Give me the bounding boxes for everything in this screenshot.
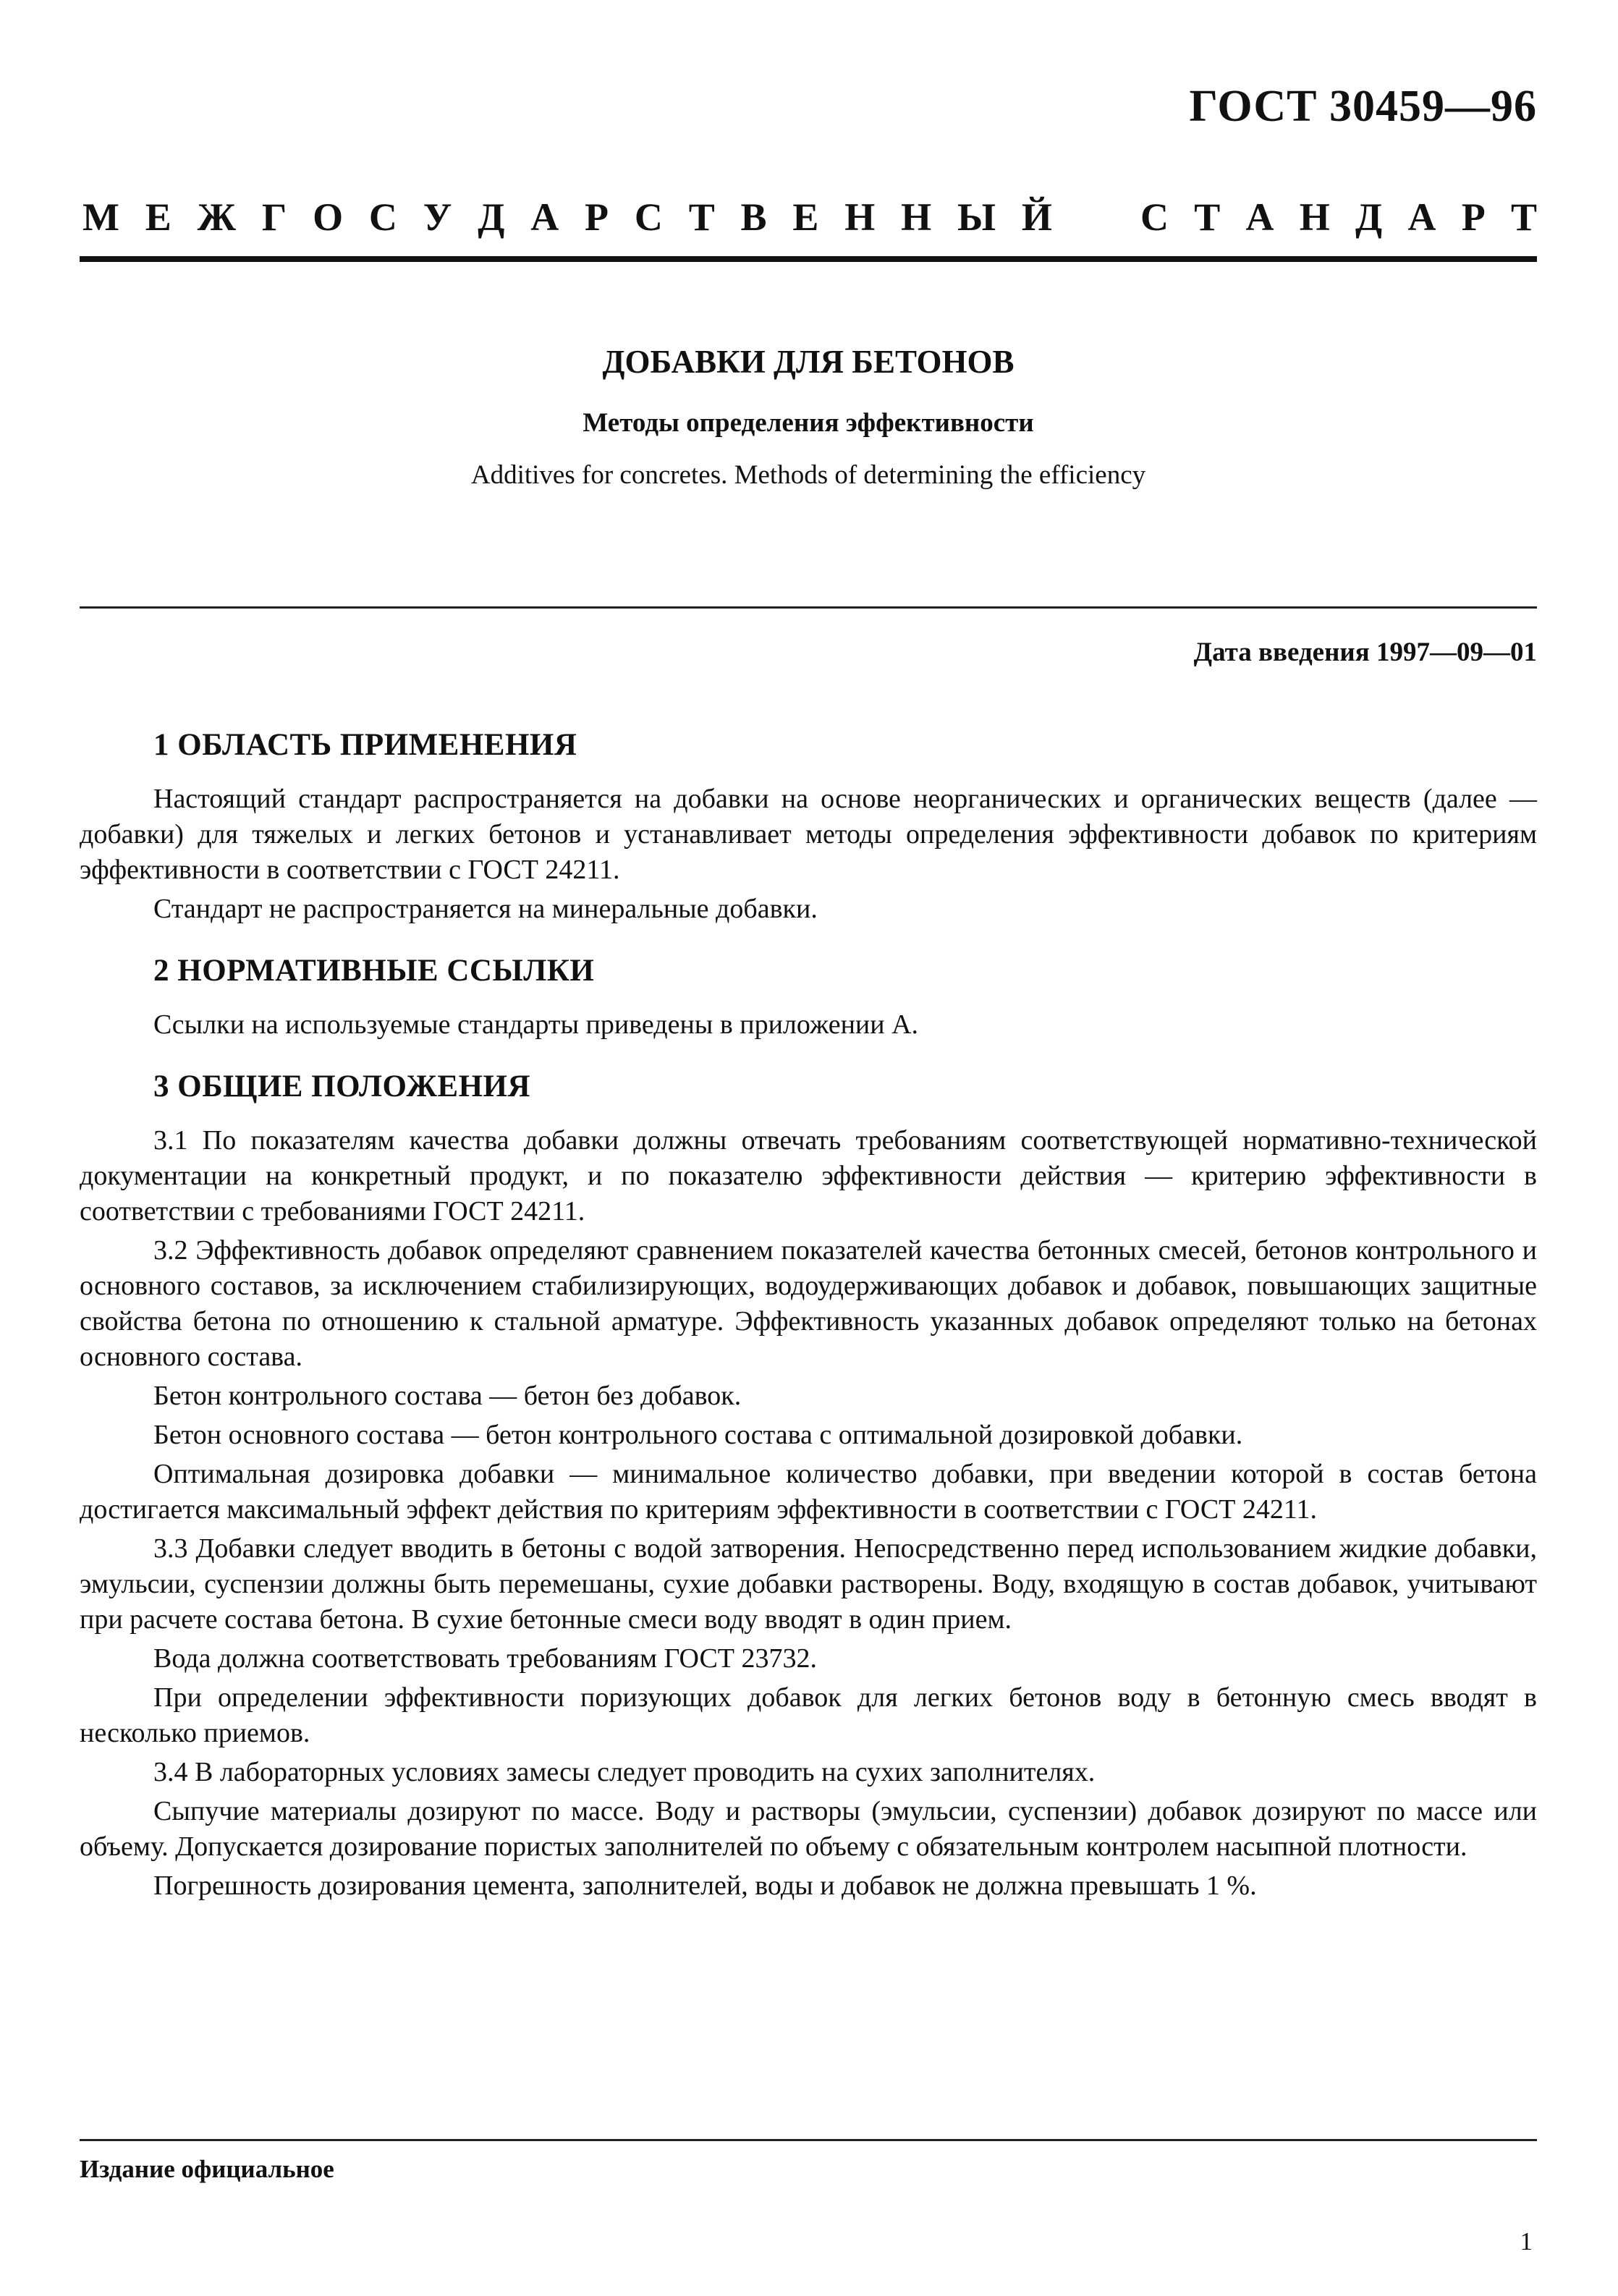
banner-letter: О [313,195,344,239]
section-heading: 2 НОРМАТИВНЫЕ ССЫЛКИ [153,954,595,988]
paragraph: Бетон основного состава — бетон контрольного состава с оптимальной дозировкой добавки. [153,1420,1243,1450]
banner-letter: Т [688,195,715,239]
banner-word-interstate [82,195,1052,240]
banner-letter: Д [1355,195,1383,239]
banner-letter: Й [1021,195,1052,239]
banner-letter: Е [145,195,171,239]
footer-divider [80,2139,1537,2141]
banner-letter: Н [901,195,932,239]
page-number: 1 [1520,2227,1533,2255]
banner-letter: Д [478,195,505,239]
document-title-english: Additives for concretes. Methods of determining the efficiency [470,460,1146,490]
paragraph: При определении эффективности поризующих добавок для легких бетонов воду в бетонную смесь вводят в несколько приемов. [80,1682,1537,1748]
official-edition-label: Издание официальное [80,2155,334,2183]
document-subtitle: Методы определения эффективности [583,408,1034,438]
paragraph: Оптимальная дозировка добавки — минимальное количество добавки, при введении которой в состав бетона достигается максимальный эффект действия по критериям эффективности в соответствии с ГОСТ 24211. [80,1459,1537,1525]
paragraph: Стандарт не распространяется на минеральные добавки. [153,894,818,924]
paragraph: Настоящий стандарт распространяется на добавки на основе неорганических и органических веществ (далее — добавки) для тяжелых и легких бетонов и устанавливает методы определения эффективности добавок по критериям эффективности в соответствии с ГОСТ 24211. [80,784,1537,885]
document-body [80,724,1537,1907]
banner-letter: А [1245,195,1274,239]
banner-letter: Ж [197,195,237,239]
header-divider [80,256,1537,262]
paragraph: Погрешность дозирования цемента, заполнителей, воды и добавок не должна превышать 1 %. [153,1871,1257,1901]
paragraph: 3.1 По показателям качества добавки должны отвечать требованиям соответствующей нормативно-технической документации на конкретный продукт, и по показателю эффективности действия — критерию эффективности в соответствии с требованиями ГОСТ 24211. [80,1125,1537,1227]
banner-letter: В [740,195,767,239]
banner-letter: Т [1194,195,1221,239]
document-title: ДОБАВКИ ДЛЯ БЕТОНОВ [602,344,1015,380]
paragraph: Бетон контрольного состава — бетон без добавок. [153,1381,742,1411]
introduction-date: Дата введения 1997—09—01 [1193,637,1537,667]
interstate-standard-banner [82,188,1537,246]
banner-letter: Т [1510,195,1537,239]
banner-letter: Н [1299,195,1330,239]
document-number: ГОСТ 30459—96 [1189,82,1537,131]
banner-letter: У [423,195,452,239]
paragraph: 3.3 Добавки следует вводить в бетоны с водой затворения. Непосредственно перед использованием жидкие добавки, эмульсии, суспензии должны быть перемешаны, сухие добавки растворены. Воду, входящую в состав добавок, учитывают при расчете состава бетона. В сухие бетонные смеси воду вводят в один прием. [80,1533,1537,1635]
banner-letter: А [1407,195,1436,239]
title-block [80,340,1537,493]
paragraph: Сыпучие материалы дозируют по массе. Воду и растворы (эмульсии, суспензии) добавок дозируют по массе или объему. Допускается дозирование пористых заполнителей по объему с обязательным контролем насыпной плотности. [80,1796,1537,1862]
paragraph: 3.2 Эффективность добавок определяют сравнением показателей качества бетонных смесей, бетонов контрольного и основного составов, за исключением стабилизирующих, водоудерживающих добавок и добавок, повышающих защитные свойства бетона по отношению к стальной арматуре. Эффективность указанных добавок определяют только на бетонах основного состава. [80,1235,1537,1372]
banner-letter: М [82,195,119,239]
banner-letter: Р [585,195,609,239]
title-divider [80,606,1537,609]
banner-letter: Г [261,195,287,239]
paragraph: Ссылки на используемые стандарты приведены в приложении А. [153,1009,919,1040]
banner-letter: Е [792,195,819,239]
banner-word-standard [1140,195,1537,240]
section-heading: 1 ОБЛАСТЬ ПРИМЕНЕНИЯ [153,728,577,762]
banner-letter: С [1140,195,1169,239]
banner-letter: Р [1461,195,1486,239]
paragraph: Вода должна соответствовать требованиям ГОСТ 23732. [153,1643,818,1674]
banner-letter: С [368,195,397,239]
banner-letter: Ы [957,195,996,239]
paragraph: 3.4 В лабораторных условиях замесы следует проводить на сухих заполнителях. [153,1757,1096,1787]
banner-letter: С [634,195,663,239]
banner-letter: А [530,195,559,239]
banner-letter: Н [844,195,876,239]
section-heading: 3 ОБЩИЕ ПОЛОЖЕНИЯ [153,1069,531,1103]
